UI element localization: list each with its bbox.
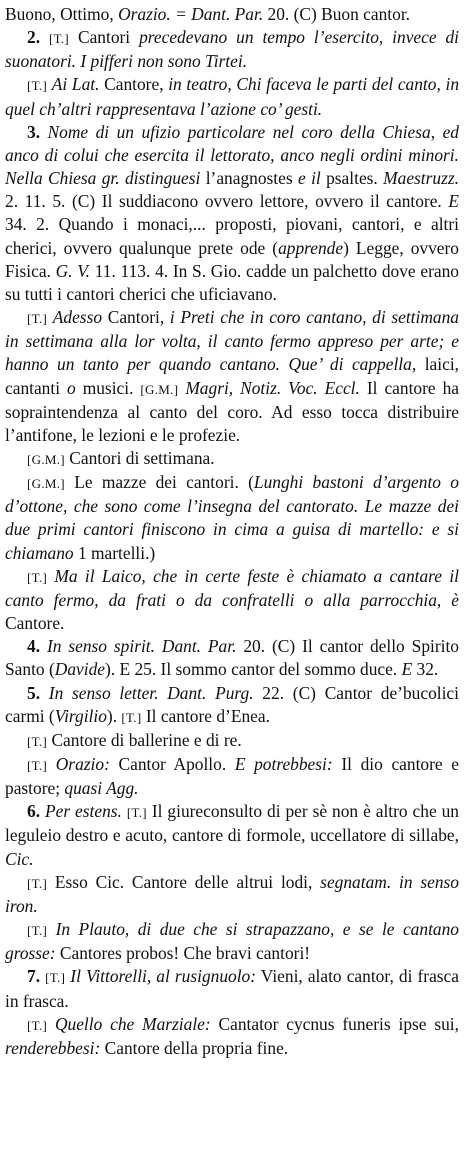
italic-text: in teatro, Chi faceva le parti del canto, in quel ch’altri rappresentava l’azione co’ gesti. <box>5 74 460 119</box>
source-tag: [T.] <box>126 805 147 821</box>
text-run: Buono, Ottimo, <box>5 4 119 24</box>
sense-number: 3. <box>27 121 48 142</box>
text-run: 2. 11. 5. (C) Il suddiacono ovvero lettore, ovvero il cantore. <box>5 191 449 212</box>
italic-text: precedevano un tempo l’esercito, invece di suonatori. I pifferi non sono Tirtei. <box>5 27 460 72</box>
entry-paragraph <box>5 871 459 918</box>
text-run: 20. (C) Il cantor dello Spirito Santo ( <box>5 636 460 680</box>
text-run: 32. <box>412 659 439 680</box>
source-tag: [T.] <box>45 970 66 986</box>
entry-paragraph <box>5 635 459 681</box>
source-tag: [T.] <box>27 569 48 585</box>
italic-text: In senso letter. Dant. Purg. <box>48 682 254 703</box>
text-run: Il cantore ha sopraintendenza al canto del coro. Ad esso tocca distribuire l’antifone, le lezioni e le profezie. <box>5 377 460 445</box>
italic-text: Ma il Laico, che in certe feste è chiamato a cantare il canto fermo, da frati o da confratelli o alla parrocchia, è <box>5 565 459 610</box>
text-run: 11. 113. 4. In S. Gio. cadde un palchetto dove erano su tutti i cantori cherici che uficiavano. <box>5 260 459 304</box>
text-run: Cantore della propria fine. <box>100 1037 289 1058</box>
text-run <box>47 754 56 774</box>
source-tag: [G.M.] <box>140 381 179 397</box>
sense-number: 5. <box>27 682 49 703</box>
text-run: Cantori di settimana. <box>64 447 215 468</box>
italic-text: E potrebbesi: <box>234 754 333 774</box>
text-run: musici. <box>75 377 141 398</box>
italic-text: Per estens. <box>44 801 122 822</box>
text-run: ). <box>106 705 122 726</box>
italic-text: E <box>448 191 459 212</box>
entry-paragraph <box>5 73 459 120</box>
entry-paragraph <box>5 800 459 870</box>
text-run: Esso Cic. Cantore delle altrui lodi, <box>47 871 321 892</box>
italic-text: e il <box>297 168 321 189</box>
italic-text: i Preti che in coro cantano, di settimana in settimana alla lor volta, il canto fermo appreso per arte; e hanno un tanto per quando cantano. Que’ di cappella, <box>5 307 459 375</box>
italic-text: Magri, Notiz. Voc. Eccl. <box>185 377 360 398</box>
italic-text: G. V. <box>55 260 90 281</box>
entry-paragraph <box>5 3 459 26</box>
text-run: 22. (C) Cantor de’bucolici carmi ( <box>5 682 459 726</box>
text-run: 20. (C) Buon cantor. <box>263 4 411 24</box>
italic-text: quasi Agg. <box>64 778 139 799</box>
entry-paragraph <box>5 965 459 1012</box>
entry-paragraph <box>5 1013 459 1060</box>
italic-text: Orazio. = Dant. <box>118 4 231 24</box>
italic-text: o <box>67 377 76 398</box>
entry-paragraph <box>5 729 459 753</box>
source-tag: [T.] <box>27 78 48 94</box>
italic-text: Cic. <box>5 848 34 869</box>
source-tag: [T.] <box>27 923 48 939</box>
entry-paragraph <box>5 26 459 73</box>
italic-text: apprende <box>278 237 344 258</box>
italic-text: Quello che Marziale: <box>54 1013 211 1034</box>
text-run <box>47 919 55 939</box>
text-run: Cantor Apollo. <box>109 754 235 774</box>
italic-text: Orazio: <box>55 754 110 774</box>
text-run: Cantore di ballerine e di re. <box>47 729 242 750</box>
italic-text: Ai Lat. <box>51 74 100 95</box>
italic-text: Maestruzz. <box>383 168 459 189</box>
text-run: Vieni, alato cantor, di frasca in frasca. <box>5 966 459 1011</box>
source-tag: [T.] <box>27 733 48 749</box>
italic-text: Adesso <box>52 307 103 328</box>
text-run: ). E 25. Il sommo cantor del sommo duce. <box>105 659 402 680</box>
text-run: 1 martelli.) <box>73 542 156 563</box>
italic-text: segnatam. in senso iron. <box>5 871 460 916</box>
italic-text: renderebbesi: <box>5 1037 101 1058</box>
entry-paragraph <box>5 447 459 471</box>
text-run: Cantori, <box>102 307 170 328</box>
italic-text: Par. <box>234 4 264 24</box>
text-run: Il giureconsulto di per sè non è altro che un leguleio destro e acuto, cantore di formole, uccellatore di sillabe, <box>5 801 459 846</box>
text-run: Il cantore d’Enea. <box>141 705 270 726</box>
italic-text: E <box>401 659 413 680</box>
text-run: Il dio cantore e pastore; <box>5 754 459 799</box>
text-run: Cantori <box>69 27 140 48</box>
sense-number: 2. <box>27 27 49 48</box>
text-run: Cantore, <box>99 74 169 95</box>
text-run: l’anagnostes <box>200 168 298 189</box>
text-run: ) Legge, ovvero Fisica. <box>5 237 459 281</box>
italic-text: Nome di un ufizio particolare nel coro della Chiesa, ed anco di colui che esercita il lettorato, anco negli ordini minori. Nella Chiesa gr. distinguesi <box>5 121 459 189</box>
italic-text: Lunghi bastoni d’argento o d’ottone, che sono come l’insegna del cantorato. Le mazze dei due primi cantori finiscono in cima a guisa di martello: e si chiamano <box>5 472 459 563</box>
text-run: Cantator cycnus funeris ipse sui, <box>210 1013 459 1034</box>
source-tag: [T.] <box>48 31 70 47</box>
text-run: Cantores probos! Che bravi cantori! <box>55 943 311 964</box>
sense-number: 4. <box>27 636 47 657</box>
italic-text: In Plauto, di due che si strapazzano, e se le cantano grosse: <box>5 919 459 964</box>
source-tag: [T.] <box>27 311 48 327</box>
source-tag: [T.] <box>27 758 48 773</box>
source-tag: [T.] <box>27 875 48 891</box>
entry-paragraph <box>5 121 459 306</box>
italic-text: In senso spirit. Dant. Par. <box>46 636 237 657</box>
text-run: psaltes. <box>320 168 384 189</box>
sense-number: 7. <box>27 966 46 987</box>
italic-text: Virgilio <box>54 705 107 726</box>
entry-paragraph <box>5 306 459 447</box>
text-run: 34. 2. Quando i monaci,... proposti, piovani, cantori, e altri cherici, ovvero qualunque prete ode ( <box>5 214 459 258</box>
sense-number: 6. <box>27 801 45 822</box>
source-tag: [G.M.] <box>27 451 65 467</box>
source-tag: [T.] <box>27 1017 48 1033</box>
entry-paragraph <box>5 918 459 965</box>
entry-paragraph <box>5 753 459 800</box>
entry-paragraph <box>5 565 459 635</box>
text-run: laici, cantanti <box>5 354 459 398</box>
text-run <box>47 1014 55 1034</box>
entry-paragraph <box>5 682 459 729</box>
text-run: Cantore. <box>5 613 65 634</box>
source-tag: [G.M.] <box>27 476 65 492</box>
text-run: Le mazze dei cantori. ( <box>64 472 254 493</box>
source-tag: [T.] <box>121 709 142 725</box>
entry-paragraph <box>5 471 459 565</box>
italic-text: Il Vittorelli, al rusignuolo: <box>70 966 257 987</box>
italic-text: Davide <box>54 659 105 680</box>
